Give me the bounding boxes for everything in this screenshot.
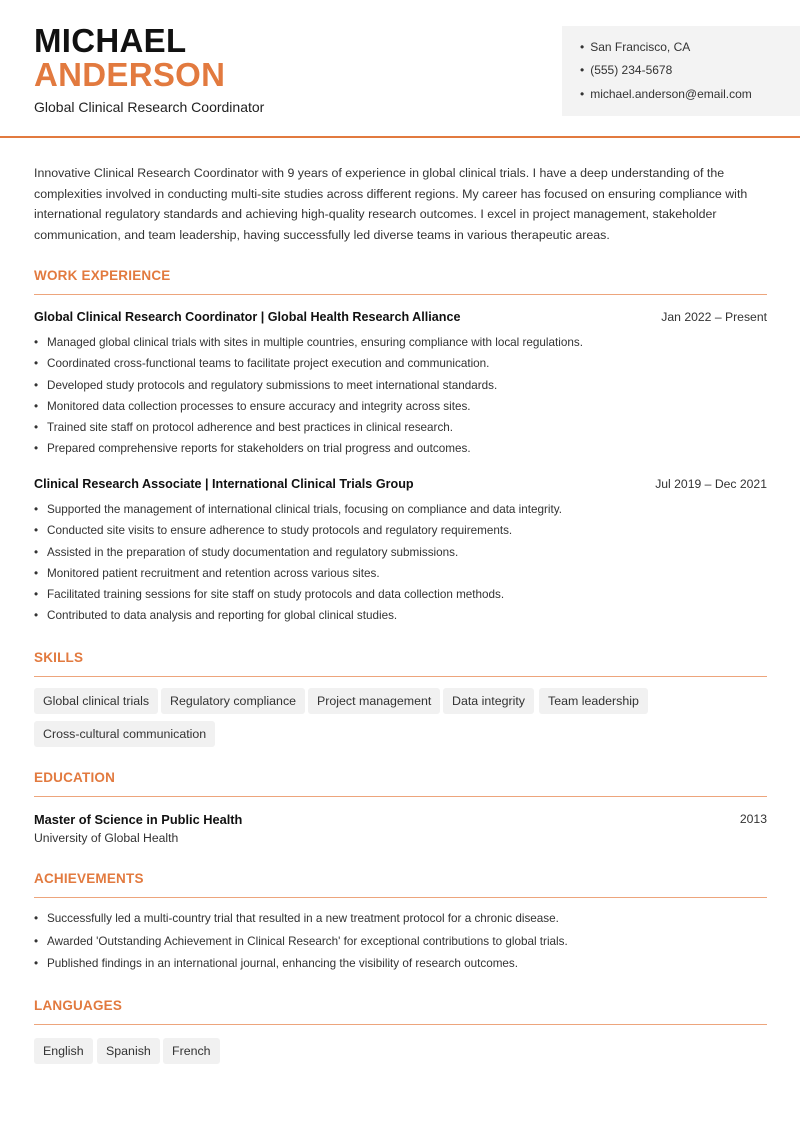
section-title-achievements: ACHIEVEMENTS [34,871,144,886]
skill-tag: Regulatory compliance [161,688,305,714]
job-header [34,310,767,324]
list-item: • Published findings in an international journal, enhancing the visibility of research outcomes. [34,953,767,976]
education-year: 2013 [739,812,767,826]
section-divider [34,1024,767,1025]
list-item: • Successfully led a multi-country trial that resulted in a new treatment protocol for a chronic disease. [34,908,767,931]
skill-tag: Project management [308,688,440,714]
list-item: • Developed study protocols and regulatory submissions to meet international standards. [34,375,767,396]
list-item: • Contributed to data analysis and reporting for global clinical studies. [34,605,767,626]
contact-box [562,26,800,116]
job-role: Clinical Research Associate | International Clinical Trials Group [34,477,414,491]
job-header [34,477,767,491]
skill-tag: Global clinical trials [34,688,158,714]
list-item: • Prepared comprehensive reports for stakeholders on trial progress and outcomes. [34,438,767,459]
job-dates: Jan 2022 – Present [661,310,767,324]
contact-email[interactable]: • michael.anderson@email.com [580,87,752,101]
language-tag: Spanish [97,1038,160,1064]
education-school: University of Global Health [34,831,179,845]
job-bullets [34,332,767,460]
last-name: ANDERSON [34,56,226,93]
list-item: • Conducted site visits to ensure adherence to study protocols and regulatory requirements. [34,520,767,541]
list-item: • Coordinated cross-functional teams to facilitate project execution and communication. [34,353,767,374]
section-title-work: WORK EXPERIENCE [34,268,171,283]
list-item: • Monitored data collection processes to ensure accuracy and integrity across sites. [34,396,767,417]
language-tag: French [163,1038,220,1064]
list-item: • Trained site staff on protocol adherence and best practices in clinical research. [34,417,767,438]
section-title-skills: SKILLS [34,650,84,665]
education-degree: Master of Science in Public Health [34,812,243,827]
resume-header [0,0,800,138]
section-title-education: EDUCATION [34,770,116,785]
list-item: • Awarded 'Outstanding Achievement in Clinical Research' for exceptional contributions to global trials. [34,931,767,954]
list-item: • Supported the management of international clinical trials, focusing on compliance and data integrity. [34,499,767,520]
contact-phone: • (555) 234-5678 [580,63,672,77]
section-title-languages: LANGUAGES [34,998,123,1013]
contact-location: • San Francisco, CA [580,40,690,54]
list-item: • Monitored patient recruitment and retention across various sites. [34,563,767,584]
section-divider [34,676,767,677]
first-name: MICHAEL [34,22,187,59]
job-bullets [34,499,767,627]
skill-tag: Data integrity [443,688,534,714]
list-item: • Managed global clinical trials with sites in multiple countries, ensuring compliance with local regulations. [34,332,767,353]
language-tag: English [34,1038,93,1064]
section-divider [34,897,767,898]
achievements-list [34,908,767,976]
job-title: Global Clinical Research Coordinator [34,99,265,115]
section-divider [34,796,767,797]
job-dates: Jul 2019 – Dec 2021 [655,477,767,491]
skill-tag: Cross-cultural communication [34,721,215,747]
job-role: Global Clinical Research Coordinator | Global Health Research Alliance [34,310,461,324]
list-item: • Facilitated training sessions for site staff on study protocols and data collection methods. [34,584,767,605]
skill-tag: Team leadership [539,688,648,714]
professional-summary: Innovative Clinical Research Coordinator with 9 years of experience in global clinical trials. I have a deep understanding of the complexities involved in conducting multi-site studies across different regions. My career has focused on ensuring compliance with international regulatory standards and achieving high-quality research outcomes. I excel in project management, stakeholder communication, and team leadership, having successfully led diverse teams in various therapeutic areas. [34,166,748,243]
list-item: • Assisted in the preparation of study documentation and regulatory submissions. [34,542,767,563]
section-divider [34,294,767,295]
